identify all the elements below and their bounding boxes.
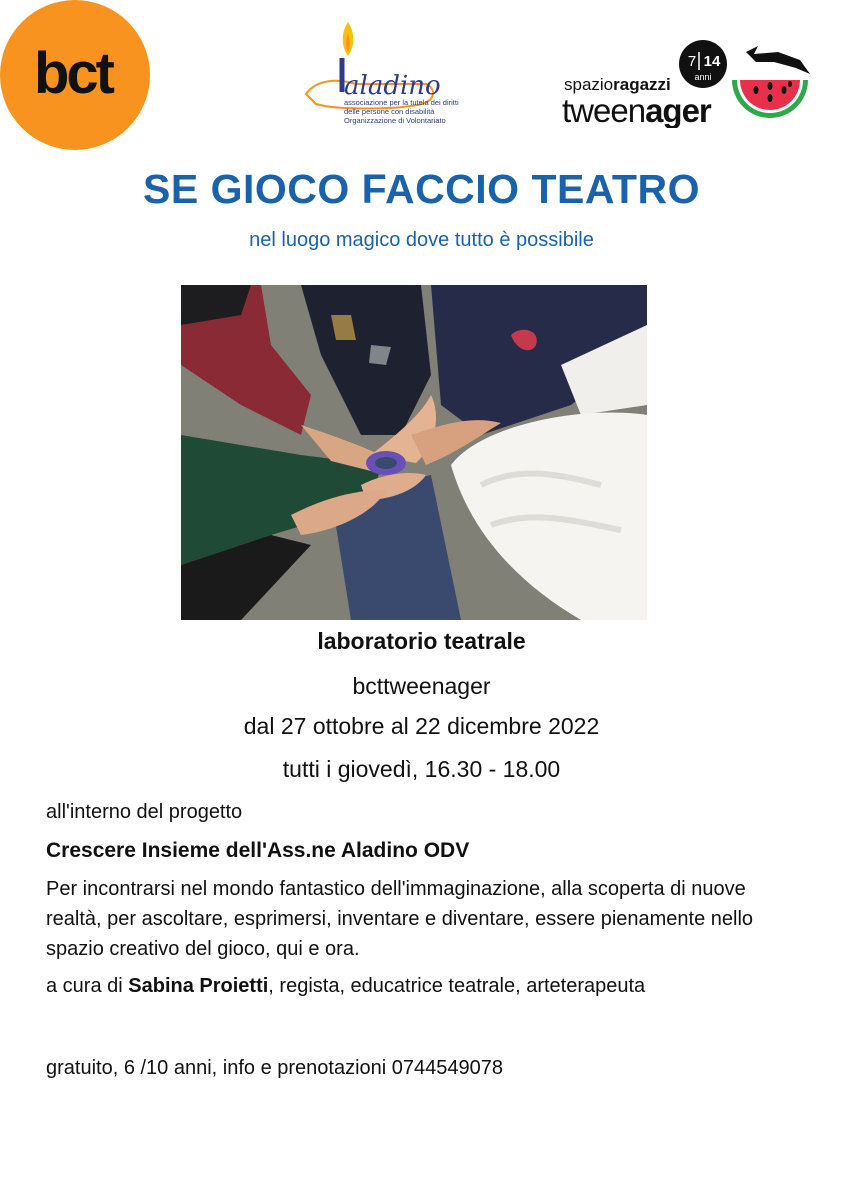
svg-text:7: 7 xyxy=(687,53,697,70)
svg-text:Organizzazione di Volontariato: Organizzazione di Volontariato xyxy=(344,116,446,125)
event-venue: bcttweenager xyxy=(352,673,491,699)
project-description: Per incontrarsi nel mondo fantastico dell'immaginazione, alla scoperta di nuove realtà, per ascoltare, esprimersi, inventare e diventare, essere pienamente nello spazio creativo del gioco, qui e ora. xyxy=(46,878,754,960)
event-type: laboratorio teatrale xyxy=(317,628,526,654)
watermelon-icon xyxy=(732,46,810,118)
page-subtitle: nel luogo magico dove tutto è possibile xyxy=(249,229,594,251)
event-times: tutti i giovedì, 16.30 - 18.00 xyxy=(282,756,561,782)
bct-logo-text: bct xyxy=(34,41,112,106)
svg-text:anni: anni xyxy=(694,72,712,82)
credits-prefix: a cura di xyxy=(46,975,129,997)
hands-photo xyxy=(181,285,647,620)
svg-text:tweenager: tweenager xyxy=(562,92,711,128)
bct-logo xyxy=(0,0,150,150)
svg-text:associazione per la tutela dei: associazione per la tutela dei diritti xyxy=(344,98,459,107)
svg-text:aladino: aladino xyxy=(344,71,441,101)
svg-text:14: 14 xyxy=(703,53,721,70)
svg-text:delle persone con disabilità: delle persone con disabilità xyxy=(344,107,435,116)
footer-info: gratuito, 6 /10 anni, info e prenotazioni 0744549078 xyxy=(46,1057,504,1079)
aladino-logo xyxy=(296,18,486,128)
credits-name: Sabina Proietti xyxy=(128,975,269,997)
project-name: Crescere Insieme dell'Ass.ne Aladino ODV xyxy=(46,839,470,862)
project-intro: all'interno del progetto xyxy=(46,801,243,823)
credits-suffix: , regista, educatrice teatrale, arteterapeuta xyxy=(268,975,646,997)
event-dates: dal 27 ottobre al 22 dicembre 2022 xyxy=(243,713,600,739)
svg-text:spazioragazzi: spazioragazzi xyxy=(564,75,671,94)
credits xyxy=(46,971,806,1001)
tweenager-logo xyxy=(560,38,820,128)
page-title: SE GIOCO FACCIO TEATRO xyxy=(143,166,700,212)
